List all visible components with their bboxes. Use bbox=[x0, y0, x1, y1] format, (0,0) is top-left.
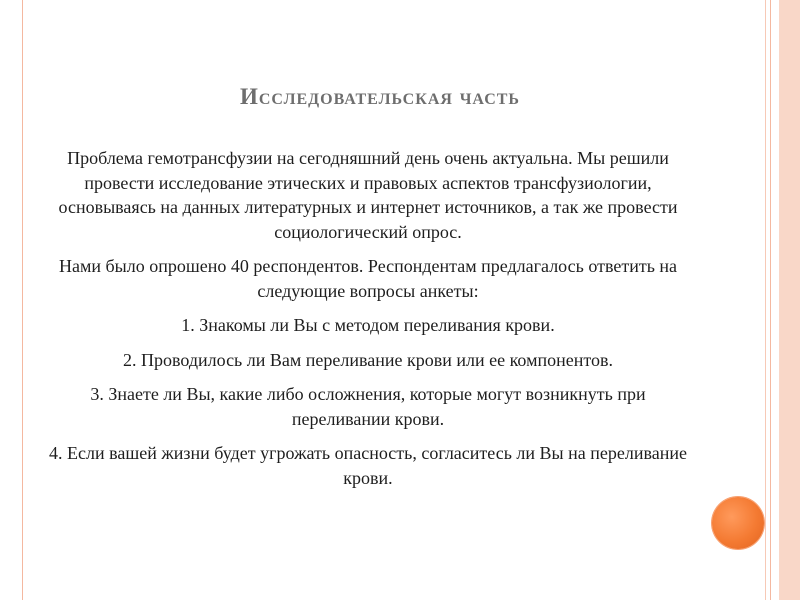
slide-title: Исследовательская часть bbox=[239, 84, 520, 109]
orange-circle-decoration bbox=[712, 497, 764, 549]
slide-accent-bar bbox=[779, 0, 800, 600]
question-4: 4. Если вашей жизни будет угрожать опасность, согласитесь ли Вы на переливание крови. bbox=[49, 443, 687, 488]
question-1: 1. Знакомы ли Вы с методом переливания крови. bbox=[181, 315, 555, 335]
paragraph-intro: Проблема гемотрансфузии на сегодняшний день очень актуальна. Мы решили провести исследование этических и правовых аспектов трансфузиологии, основываясь на данных литературных и интернет источников, а так же провести социологический опрос. bbox=[58, 148, 678, 242]
question-3: 3. Знаете ли Вы, какие либо осложнения, которые могут возникнуть при переливании крови. bbox=[90, 384, 646, 429]
paragraph-respondents: Нами было опрошено 40 респондентов. Респондентам предлагалось ответить на следующие вопросы анкеты: bbox=[58, 256, 678, 301]
slide-frame-inner-line bbox=[765, 0, 766, 600]
question-2: 2. Проводилось ли Вам переливание крови или ее компонентов. bbox=[122, 349, 613, 370]
slide-body bbox=[48, 146, 688, 500]
